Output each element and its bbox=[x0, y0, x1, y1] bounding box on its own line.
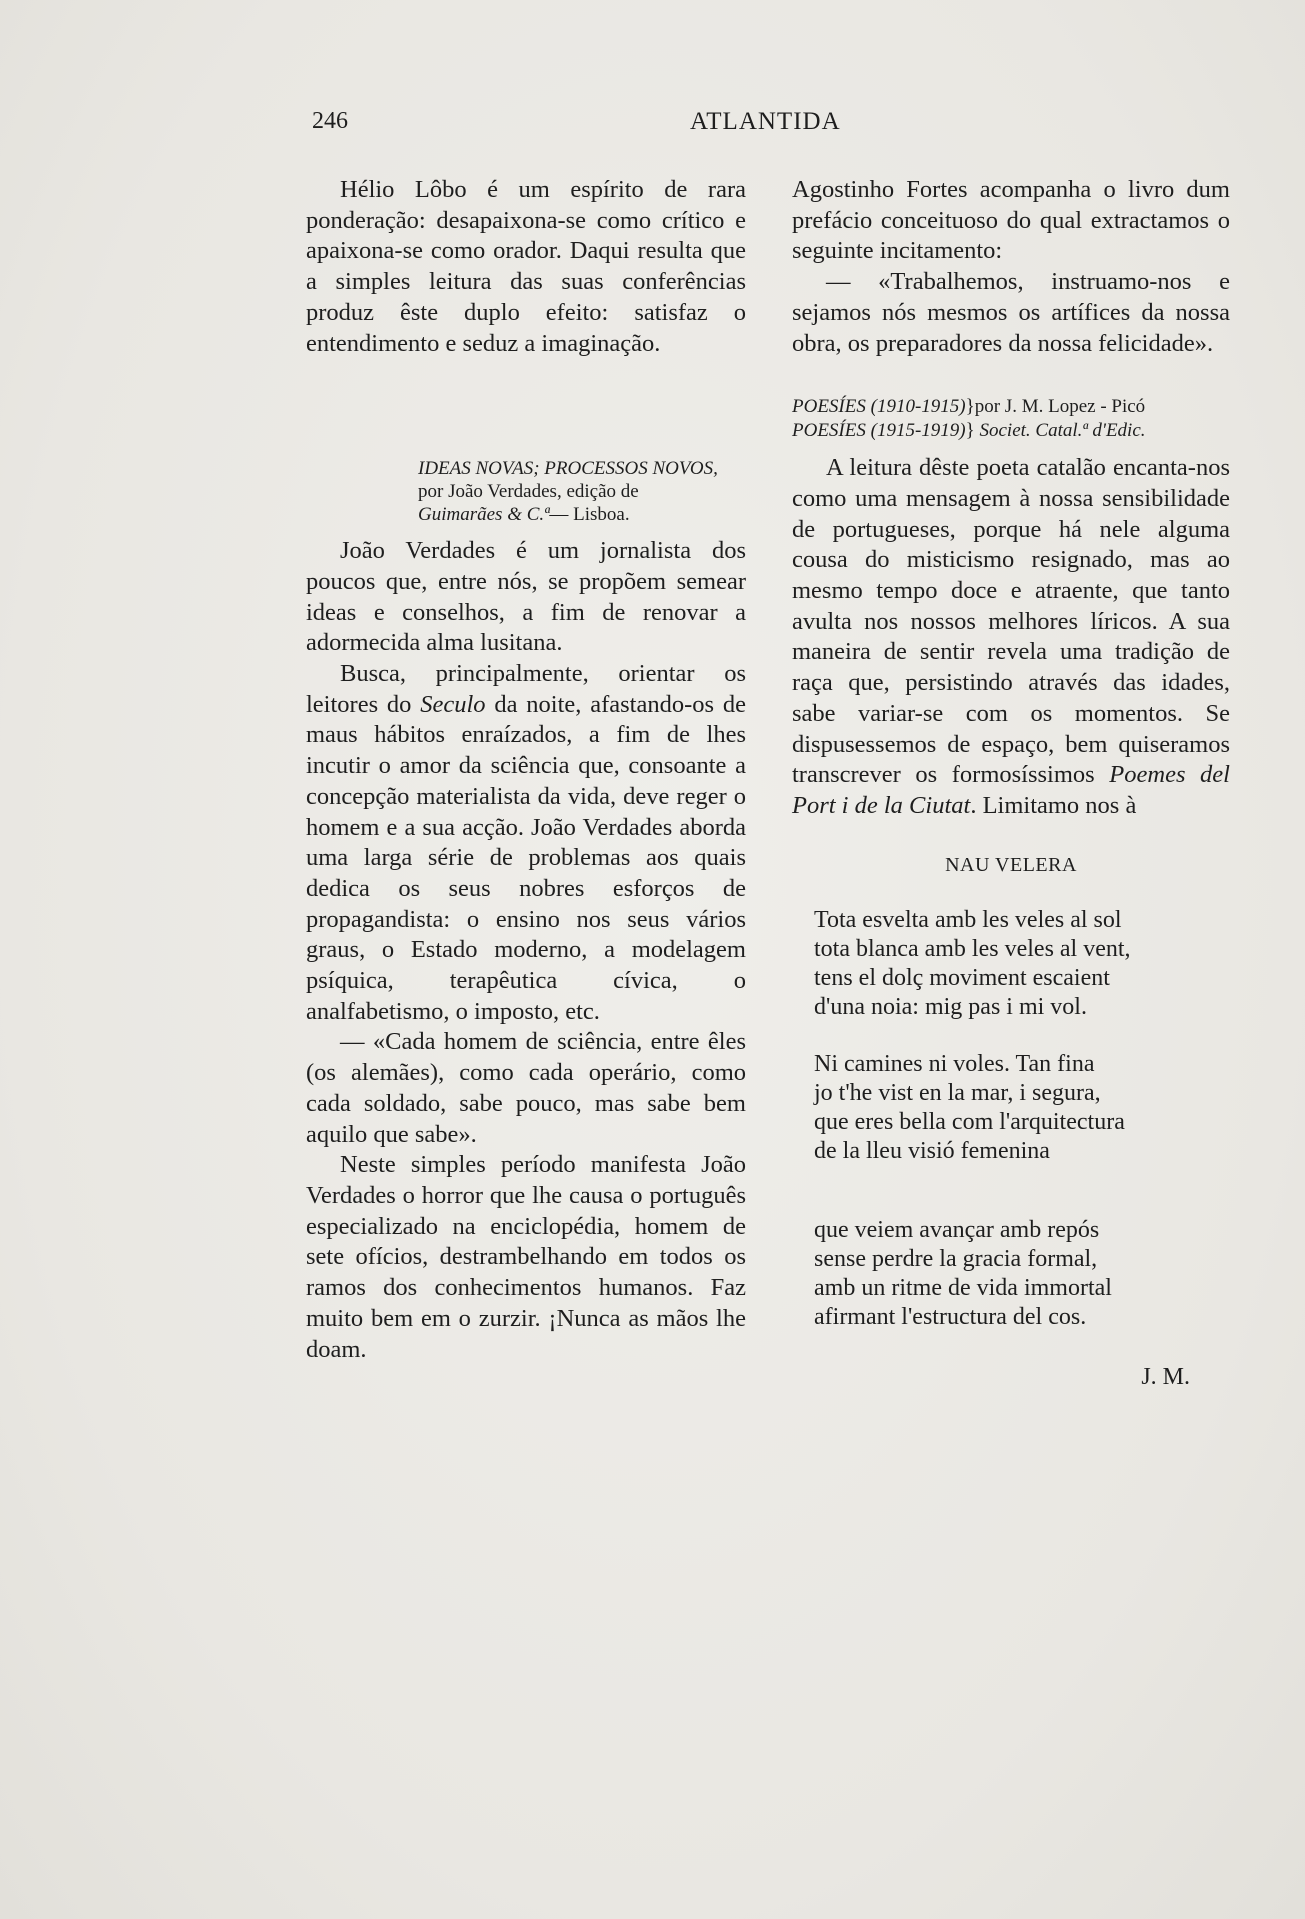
poem-line: que veiem avançar amb repós bbox=[814, 1217, 1100, 1244]
paragraph-leitura: A leitura dêste poeta catalão encanta-nos como uma mensagem à nossa sensibilidade de portugueses, porque há nele alguma cousa do misticismo resignado, mas ao mesmo tempo doce e atraente, que tanto avulta nos nossos melhores líricos. A sua maneira de sentir revela uma tradição de raça que, persistindo através das idades, sabe variar-se com os momentos. Se dispusessemos de espaço, bem quiseramos transcrever os formosíssimos Poemes del Port i de la Ciutat. Limitamo nos à bbox=[792, 454, 1230, 819]
book-notice-ideas-novas bbox=[418, 457, 746, 526]
paragraph-helio-lobo: Hélio Lôbo é um espírito de rara ponderação: desapaixona-se como crítico e apaixona-se como orador. Daqui resulta que a simples leitura das suas conferências produz êste duplo efeito: satisfaz o entendimento e seduz a imaginação. bbox=[306, 176, 746, 357]
poem-title: NAU VELERA bbox=[945, 853, 1077, 876]
paragraph-neste: Neste simples período manifesta João Verdades o horror que lhe causa o português especializado na enciclopédia, homem de sete ofícios, destrambelhando em todos os ramos dos conhecimentos humanos. Faz muito bem em o zurzir. ¡Nunca as mãos lhe doam. bbox=[306, 1151, 746, 1363]
signature: J. M. bbox=[1141, 1364, 1190, 1391]
poem-line: tota blanca amb les veles al vent, bbox=[814, 936, 1131, 963]
paragraph-agostinho-fortes: Agostinho Fortes acompanha o livro dum prefácio conceituoso do qual extractamos o seguinte incitamento: bbox=[792, 176, 1230, 265]
poem-line: afirmant l'estructura del cos. bbox=[814, 1304, 1087, 1331]
notice-place: — Lisboa. bbox=[549, 504, 630, 526]
notice-author: por João Verdades, edição de bbox=[418, 481, 639, 503]
notice-publisher: Guimarães & C.ª bbox=[418, 504, 550, 526]
page-header bbox=[0, 108, 1305, 148]
poem-line: que eres bella com l'arquitectura bbox=[814, 1109, 1125, 1136]
page-number: 246 bbox=[312, 108, 348, 134]
paragraph-busca: Busca, principalmente, orientar os leitores do Seculo da noite, afastando-os de maus hábitos enraízados, a fim de lhes incutir o amor da sciência que, consoante a concepção materialista da vida, deve reger o homem e a sua acção. João Verdades aborda uma larga série de problemas aos quais dedica os seus nobres esforços de propagandista: o ensino nos seus vários graus, o Estado moderno, a modelagem psíquica, terapêutica cívica, o analfabetismo, o imposto, etc. bbox=[306, 660, 746, 1025]
paragraph-quote: — «Cada homem de sciência, entre êles (os alemães), como cada operário, como cada soldado, sabe pouco, mas sabe bem aquilo que sabe». bbox=[306, 1028, 746, 1148]
paragraph-trabalhemos: — «Trabalhemos, instruamo-nos e sejamos nós mesmos os artífices da nossa obra, os preparadores da nossa felicidade». bbox=[792, 268, 1230, 357]
bib-title-1: POESÍES (1910-1915) bbox=[792, 396, 966, 418]
poem-line: sense perdre la gracia formal, bbox=[814, 1246, 1098, 1273]
poem-collection-title: Poemes del Port i de la Ciutat bbox=[792, 761, 1230, 819]
paragraph-joao-verdades: João Verdades é um jornalista dos poucos que, entre nós, se propõem semear ideas e conselhos, a fim de renovar a adormecida alma lusitana. bbox=[306, 537, 746, 657]
bib-author: por J. M. Lopez - Picó bbox=[974, 396, 1146, 418]
bib-publisher: Societ. Catal.ª d'Edic. bbox=[979, 420, 1146, 442]
newspaper-title: Seculo bbox=[420, 690, 486, 718]
poem-line: Ni camines ni voles. Tan fina bbox=[814, 1051, 1095, 1078]
poem-line: amb un ritme de vida immortal bbox=[814, 1275, 1112, 1302]
poem-stanza bbox=[814, 906, 1230, 1022]
running-title: ATLANTIDA bbox=[690, 108, 841, 135]
book-notice-poesies: POESÍES (1910-1915) } por J. M. Lopez - Picó POESÍES (1915-1919) } Societ. Catal.ª d'Edic. bbox=[792, 396, 1146, 442]
poem bbox=[814, 906, 1230, 1332]
poem-stanza bbox=[814, 1050, 1230, 1166]
notice-title: IDEAS NOVAS; PROCESSOS NOVOS, bbox=[418, 458, 718, 480]
poem-line: jo t'he vist en la mar, i segura, bbox=[814, 1080, 1101, 1107]
poem-line: d'una noia: mig pas i mi vol. bbox=[814, 994, 1087, 1021]
right-column bbox=[792, 175, 1230, 1393]
left-column bbox=[306, 175, 746, 1365]
poem-stanza bbox=[814, 1216, 1230, 1332]
bib-title-2: POESÍES (1915-1919) bbox=[792, 420, 966, 442]
poem-line: de la lleu visió femenina bbox=[814, 1138, 1050, 1165]
poem-line: tens el dolç moviment escaient bbox=[814, 965, 1110, 992]
poem-line: Tota esvelta amb les veles al sol bbox=[814, 907, 1122, 934]
